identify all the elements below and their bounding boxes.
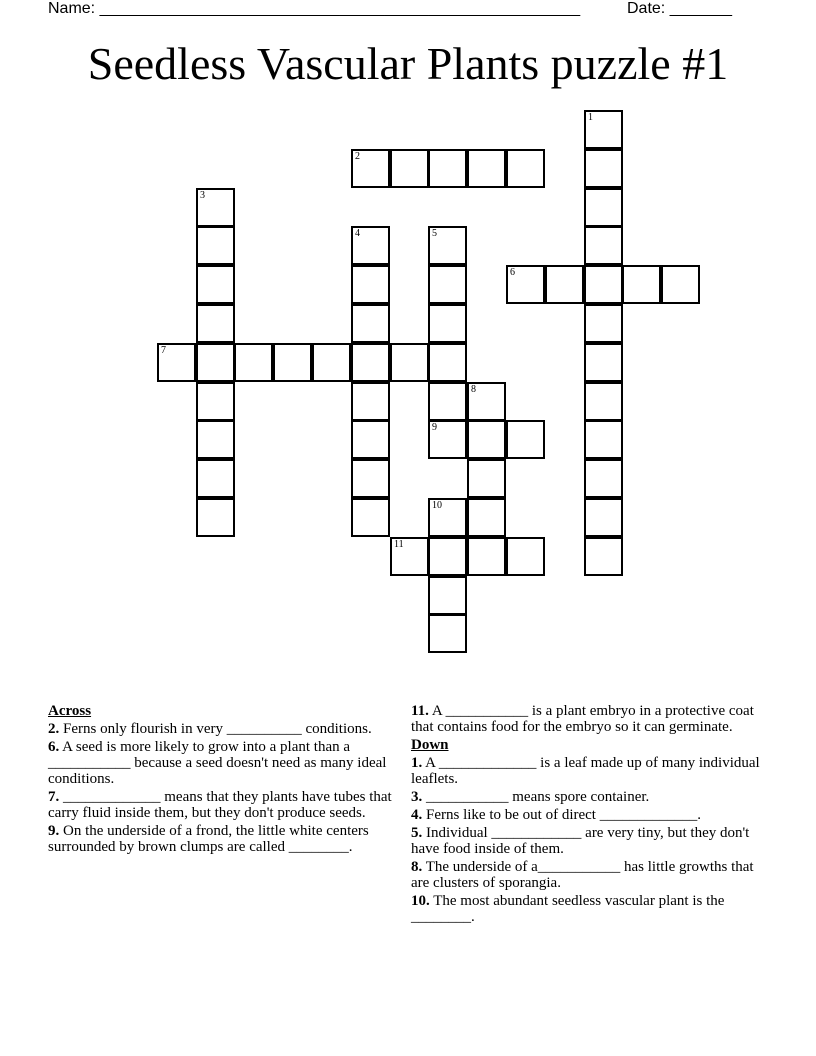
crossword-cell[interactable] bbox=[506, 265, 545, 304]
cell-number: 9 bbox=[432, 422, 437, 433]
crossword-cell[interactable] bbox=[584, 226, 623, 265]
crossword-cell[interactable] bbox=[157, 343, 196, 382]
crossword-cell[interactable] bbox=[428, 265, 467, 304]
crossword-cell[interactable] bbox=[584, 110, 623, 149]
cell-number: 4 bbox=[355, 228, 360, 239]
crossword-cell[interactable] bbox=[351, 459, 390, 498]
clue-text: Ferns like to be out of direct _____________. bbox=[422, 807, 701, 823]
crossword-cell[interactable] bbox=[428, 498, 467, 537]
crossword-cell[interactable] bbox=[584, 149, 623, 188]
clue-down-5 bbox=[411, 825, 773, 857]
crossword-cell[interactable] bbox=[506, 420, 545, 459]
crossword-cell[interactable] bbox=[428, 537, 467, 576]
crossword-cell[interactable] bbox=[351, 382, 390, 421]
crossword-cell[interactable] bbox=[234, 343, 273, 382]
crossword-cell[interactable] bbox=[196, 382, 235, 421]
crossword-cell[interactable] bbox=[467, 420, 506, 459]
clue-number: 2. bbox=[48, 721, 60, 737]
crossword-cell[interactable] bbox=[428, 149, 467, 188]
cell-number: 3 bbox=[200, 190, 205, 201]
crossword-cell[interactable] bbox=[196, 188, 235, 227]
crossword-cell[interactable] bbox=[428, 226, 467, 265]
crossword-cell[interactable] bbox=[584, 498, 623, 537]
cell-number: 1 bbox=[588, 112, 593, 123]
clue-across-2 bbox=[48, 721, 400, 737]
crossword-cell[interactable] bbox=[428, 420, 467, 459]
crossword-cell[interactable] bbox=[622, 265, 661, 304]
crossword-cell[interactable] bbox=[584, 265, 623, 304]
clue-text: Ferns only flourish in very __________ conditions. bbox=[59, 721, 372, 737]
clue-number: 6. bbox=[48, 739, 60, 755]
clue-across-11 bbox=[411, 703, 773, 735]
crossword-cell[interactable] bbox=[351, 498, 390, 537]
clue-down-10 bbox=[411, 893, 773, 925]
crossword-cell[interactable] bbox=[584, 343, 623, 382]
crossword-cell[interactable] bbox=[390, 343, 429, 382]
crossword-cell[interactable] bbox=[196, 459, 235, 498]
crossword-cell[interactable] bbox=[196, 226, 235, 265]
across-heading: Across bbox=[48, 703, 92, 719]
clue-number: 8. bbox=[411, 859, 423, 875]
cell-number: 6 bbox=[510, 267, 515, 278]
clue-down-1 bbox=[411, 755, 773, 787]
crossword-cell[interactable] bbox=[273, 343, 312, 382]
crossword-cell[interactable] bbox=[390, 149, 429, 188]
crossword-cell[interactable] bbox=[312, 343, 351, 382]
cell-number: 8 bbox=[471, 384, 476, 395]
crossword-cell[interactable] bbox=[506, 149, 545, 188]
clue-down-8 bbox=[411, 859, 773, 891]
crossword-cell[interactable] bbox=[584, 188, 623, 227]
page-title: Seedless Vascular Plants puzzle #1 bbox=[87, 38, 729, 89]
crossword-cell[interactable] bbox=[506, 537, 545, 576]
cell-number: 2 bbox=[355, 151, 360, 162]
clues-left-column bbox=[48, 703, 400, 857]
clue-down-3 bbox=[411, 789, 773, 805]
clue-across-6 bbox=[48, 739, 400, 787]
crossword-cell[interactable] bbox=[196, 420, 235, 459]
crossword-cell[interactable] bbox=[661, 265, 700, 304]
clue-text: On the underside of a frond, the little white centers surrounded by brown clumps are called ________. bbox=[48, 823, 369, 855]
clue-text: The most abundant seedless vascular plant is the ________. bbox=[411, 893, 725, 925]
crossword-cell[interactable] bbox=[584, 420, 623, 459]
date-field-label: Date: _______ bbox=[627, 0, 732, 17]
cell-number: 10 bbox=[432, 500, 442, 511]
clue-text: A ___________ is a plant embryo in a protective coat that contains food for the embryo so it can germinate. bbox=[411, 703, 754, 735]
crossword-cell[interactable] bbox=[467, 537, 506, 576]
crossword-cell[interactable] bbox=[428, 576, 467, 615]
crossword-cell[interactable] bbox=[428, 343, 467, 382]
crossword-cell[interactable] bbox=[196, 304, 235, 343]
across-clue-list bbox=[48, 721, 400, 855]
clue-number: 10. bbox=[411, 893, 430, 909]
cell-number: 5 bbox=[432, 228, 437, 239]
crossword-cell[interactable] bbox=[584, 537, 623, 576]
crossword-cell[interactable] bbox=[196, 343, 235, 382]
crossword-cell[interactable] bbox=[467, 459, 506, 498]
crossword-cell[interactable] bbox=[467, 382, 506, 421]
crossword-cell[interactable] bbox=[196, 265, 235, 304]
crossword-cell[interactable] bbox=[196, 498, 235, 537]
clue-across-7 bbox=[48, 789, 400, 821]
clue-text: ___________ means spore container. bbox=[422, 789, 650, 805]
crossword-cell[interactable] bbox=[467, 498, 506, 537]
crossword-cell[interactable] bbox=[545, 265, 584, 304]
crossword-cell[interactable] bbox=[351, 420, 390, 459]
cell-number: 11 bbox=[394, 539, 404, 550]
crossword-cell[interactable] bbox=[351, 343, 390, 382]
clue-number: 4. bbox=[411, 807, 423, 823]
clue-number: 11. bbox=[411, 703, 429, 719]
clue-text: Individual ____________ are very tiny, but they don't have food inside of them. bbox=[411, 825, 750, 857]
name-field-label: Name: ______________________________________________________ bbox=[48, 0, 581, 17]
down-heading: Down bbox=[411, 737, 449, 753]
clue-text: The underside of a___________ has little growths that are clusters of sporangia. bbox=[411, 859, 754, 891]
crossword-cell[interactable] bbox=[390, 537, 429, 576]
crossword-cell[interactable] bbox=[351, 304, 390, 343]
crossword-cell[interactable] bbox=[467, 149, 506, 188]
clue-down-4 bbox=[411, 807, 773, 823]
crossword-cell[interactable] bbox=[428, 614, 467, 653]
crossword-cell[interactable] bbox=[351, 226, 390, 265]
clues-right-column bbox=[411, 703, 773, 927]
clue-number: 3. bbox=[411, 789, 423, 805]
crossword-cell[interactable] bbox=[351, 265, 390, 304]
clue-number: 9. bbox=[48, 823, 60, 839]
clue-number: 1. bbox=[411, 755, 423, 771]
crossword-cell[interactable] bbox=[584, 382, 623, 421]
crossword-cell[interactable] bbox=[584, 304, 623, 343]
crossword-cell[interactable] bbox=[351, 149, 390, 188]
clue-text: A _____________ is a leaf made up of many individual leaflets. bbox=[411, 755, 760, 787]
clue-across-9 bbox=[48, 823, 400, 855]
clue-number: 7. bbox=[48, 789, 60, 805]
clue-text: _____________ means that they plants have tubes that carry fluid inside them, but they don't produce seeds. bbox=[48, 789, 392, 821]
clue-text: A seed is more likely to grow into a plant than a ___________ because a seed doesn't need as many ideal conditions. bbox=[48, 739, 387, 787]
cell-number: 7 bbox=[161, 345, 166, 356]
crossword-cell[interactable] bbox=[584, 459, 623, 498]
crossword-cell[interactable] bbox=[428, 304, 467, 343]
clue-number: 5. bbox=[411, 825, 423, 841]
crossword-cell[interactable] bbox=[428, 382, 467, 421]
